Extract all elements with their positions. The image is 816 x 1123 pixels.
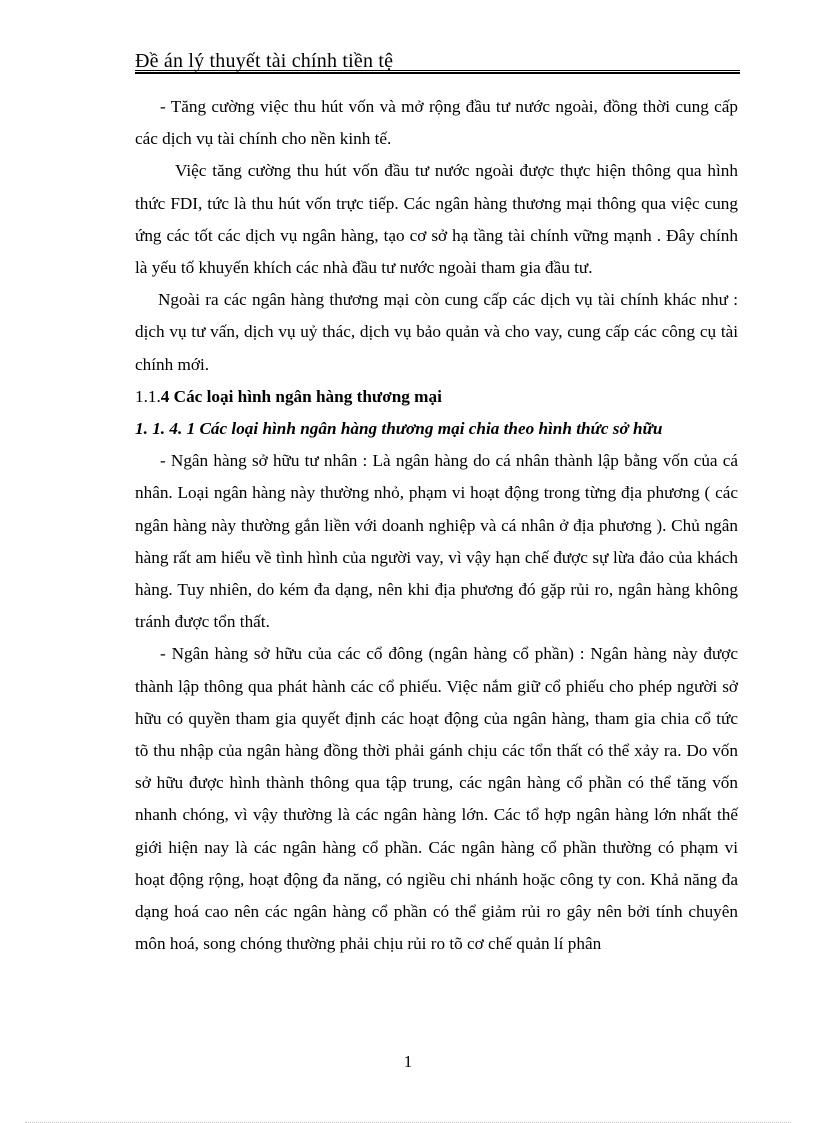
section-heading: [135, 381, 738, 413]
paragraph: - Tăng cường việc thu hút vốn và mở rộng đầu tư nước ngoài, đồng thời cung cấp các dịch vụ tài chính cho nền kinh tế.: [135, 97, 738, 149]
document-header: [135, 48, 740, 74]
section-number: 1.1.: [135, 386, 161, 406]
paragraph: - Ngân hàng sở hữu tư nhân : Là ngân hàng do cá nhân thành lập bằng vốn của cá nhân. Loại ngân hàng này thường nhỏ, phạm vi hoạt động trong từng địa phương ( các ngân hàng này thường gắn liền với doanh nghiệp và cá nhân ở địa phương ). Chủ ngân hàng rất am hiểu về tình hình của người vay, vì vậy hạn chế được sự lừa đảo của khách hàng. Tuy nhiên, do kém đa dạng, nên khi địa phương đó gặp rủi ro, ngân hàng không tránh được tổn thất.: [135, 451, 738, 632]
paragraph: Việc tăng cường thu hút vốn đầu tư nước ngoài được thực hiện thông qua hình thức FDI, tức là thu hút vốn trực tiếp. Các ngân hàng thương mại thông qua việc cung ứng các tốt các dịch vụ ngân hàng, tạo cơ sở hạ tầng tài chính vững mạnh . Đây chính là yếu tố khuyến khích các nhà đầu tư nước ngoài tham gia đầu tư.: [135, 161, 738, 278]
subsection-heading: 1. 1. 4. 1 Các loại hình ngân hàng thương mại chia theo hình thức sở hữu: [135, 419, 663, 439]
paragraph: Ngoài ra các ngân hàng thương mại còn cung cấp các dịch vụ tài chính khác như : dịch vụ tư vấn, dịch vụ uỷ thác, dịch vụ bảo quản và cho vay, cung cấp các công cụ tài chính mới.: [135, 290, 738, 374]
paragraph: - Ngân hàng sở hữu của các cổ đông (ngân hàng cổ phần) : Ngân hàng này được thành lập thông qua phát hành các cổ phiếu. Việc nắm giữ cổ phiếu cho phép người sở hữu có quyền tham gia quyết định các hoạt động của ngân hàng, tham gia chia cổ tức tõ thu nhập của ngân hàng đồng thời phải gánh chịu các tổn thất có thể xảy ra. Do vốn sở hữu được hình thành thông qua tập trung, các ngân hàng cổ phần có thể tăng vốn nhanh chóng, vì vậy thường là các ngân hàng lớn. Các tổ hợp ngân hàng lớn nhất thế giới hiện nay là các ngân hàng cổ phần. Các ngân hàng cổ phần thường có phạm vi hoạt động rộng, hoạt động đa năng, có ngiều chi nhánh hoặc công ty con. Khả năng đa dạng hoá cao nên các ngân hàng cổ phần có thể giảm rủi ro gây nên bởi tính chuyên môn hoá, song chóng thường phải chịu rủi ro tõ cơ chế quản lí phân: [135, 644, 738, 954]
document-body: [135, 91, 738, 960]
header-rule-thick: [135, 72, 740, 74]
header-title: Đề án lý thuyết tài chính tiền tệ: [135, 50, 394, 72]
section-title: 4 Các loại hình ngân hàng thương mại: [160, 386, 442, 406]
header-rule: [135, 70, 740, 71]
page-number: 1: [403, 1052, 413, 1071]
